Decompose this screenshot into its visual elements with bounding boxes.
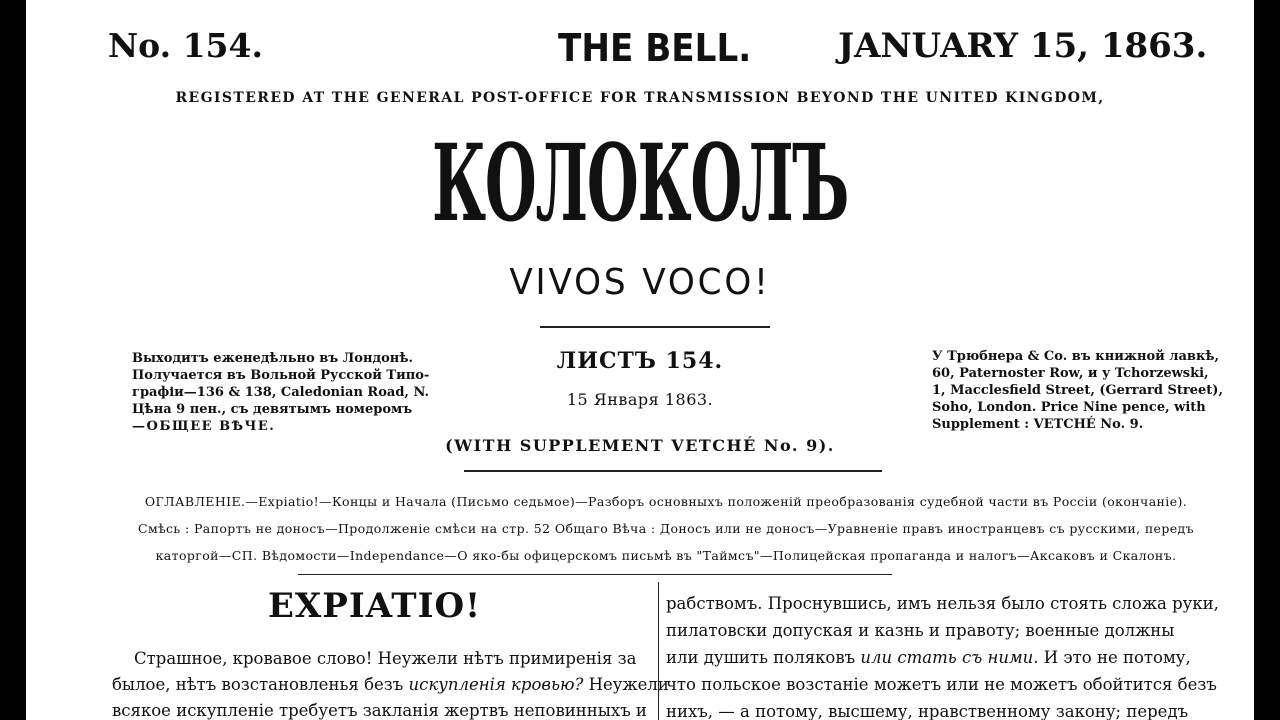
- text-span: И это не потому,: [1038, 648, 1191, 667]
- toc-line: каторгой—СП. Вѣдомости—Independance—О яко-бы офицерскомъ письмѣ въ "Таймсъ"—Полицейская пропаганда и налогъ—Аксаковъ и Скалонъ.: [155, 548, 1177, 563]
- article-title: EXPIATIO!: [268, 586, 482, 626]
- agents-info-line: У Трюбнера & Co. въ книжной лавкѣ,: [932, 349, 1220, 364]
- supplement-note: (WITH SUPPLEMENT VETCHÉ No. 9).: [445, 436, 835, 455]
- table-of-contents: [126, 488, 1206, 569]
- article-column-right: [666, 590, 1219, 720]
- divider: [298, 574, 892, 575]
- text-span: Неужели: [583, 675, 669, 694]
- article-line: рабствомъ. Проснувшись, имъ нельзя было стоять сложа руки,: [666, 594, 1219, 613]
- motto: VIVOS VOCO!: [509, 262, 771, 303]
- registration-notice: REGISTERED AT THE GENERAL POST-OFFICE FOR TRANSMISSION BEYOND THE UNITED KINGDOM,: [175, 90, 1105, 106]
- publication-info-line: Выходитъ еженедѣльно въ Лондонѣ.: [132, 351, 413, 366]
- russian-title: КОЛОКОЛЪ: [431, 120, 849, 246]
- english-date: JANUARY 15, 1863.: [838, 26, 1208, 66]
- article-line: что польское возстаніе можетъ или не можетъ обойтится безъ: [666, 675, 1217, 694]
- text-span: или душить поляковъ: [666, 648, 861, 667]
- publication-info-line: Цѣна 9 пен., съ девятымъ номеромъ: [132, 402, 413, 417]
- publication-info-line: —ОБЩЕЕ ВѢЧЕ.: [132, 419, 276, 434]
- english-title: THE BELL.: [558, 26, 752, 70]
- sheet-number: ЛИСТЪ 154.: [556, 348, 724, 374]
- article-line: всякое искупленіе требуетъ закланія жертвъ неповинныхъ и: [112, 701, 647, 720]
- divider: [540, 326, 770, 328]
- toc-line: ОГЛАВЛЕНІЕ.—Expiatio!—Концы и Начала (Письмо седьмое)—Разборъ основныхъ положеній преобразованія судебной части въ Россіи (окончаніе).: [144, 494, 1188, 509]
- publication-info-line: Получается въ Вольной Русской Типо-: [132, 368, 430, 383]
- agents-info-line: Soho, London. Price Nine pence, with: [932, 400, 1206, 415]
- column-rule: [658, 582, 659, 720]
- agents-info-line: 1, Macclesfield Street, (Gerrard Street),: [932, 383, 1223, 398]
- article-line: пилатовски допуская и казнь и правоту; военные должны: [666, 621, 1175, 640]
- emphasis-span: или стать съ ними.: [860, 648, 1039, 667]
- issue-number: No. 154.: [108, 26, 263, 65]
- emphasis-span: искупленія кровью?: [408, 675, 584, 694]
- article-column-left: [112, 646, 669, 720]
- text-span: былое, нѣтъ возстановленья безъ: [112, 675, 409, 694]
- russian-date: 15 Января 1863.: [566, 390, 714, 409]
- divider: [464, 470, 882, 472]
- publication-info-line: графіи—136 & 138, Caledonian Road, N.: [132, 385, 430, 400]
- agents-info: [932, 348, 1223, 433]
- article-line: [112, 672, 669, 698]
- agents-info-line: 60, Paternoster Row, и у Tchorzewski,: [932, 366, 1209, 381]
- article-line: [666, 644, 1211, 671]
- toc-line: Смѣсь : Рапортъ не доносъ—Продолженіе смѣси на стр. 52 Общаго Вѣча : Доносъ или не доносъ—Уравненіе правъ иностранцевъ съ русскими, передъ: [137, 521, 1195, 536]
- agents-info-line: Supplement : VETCHÉ No. 9.: [932, 417, 1144, 432]
- article-line: нихъ, — а потому, высшему, нравственному закону; передъ: [666, 702, 1189, 720]
- newspaper-page: [26, 0, 1254, 720]
- article-line: Страшное, кровавое слово! Неужели нѣтъ примиренія за: [134, 649, 637, 668]
